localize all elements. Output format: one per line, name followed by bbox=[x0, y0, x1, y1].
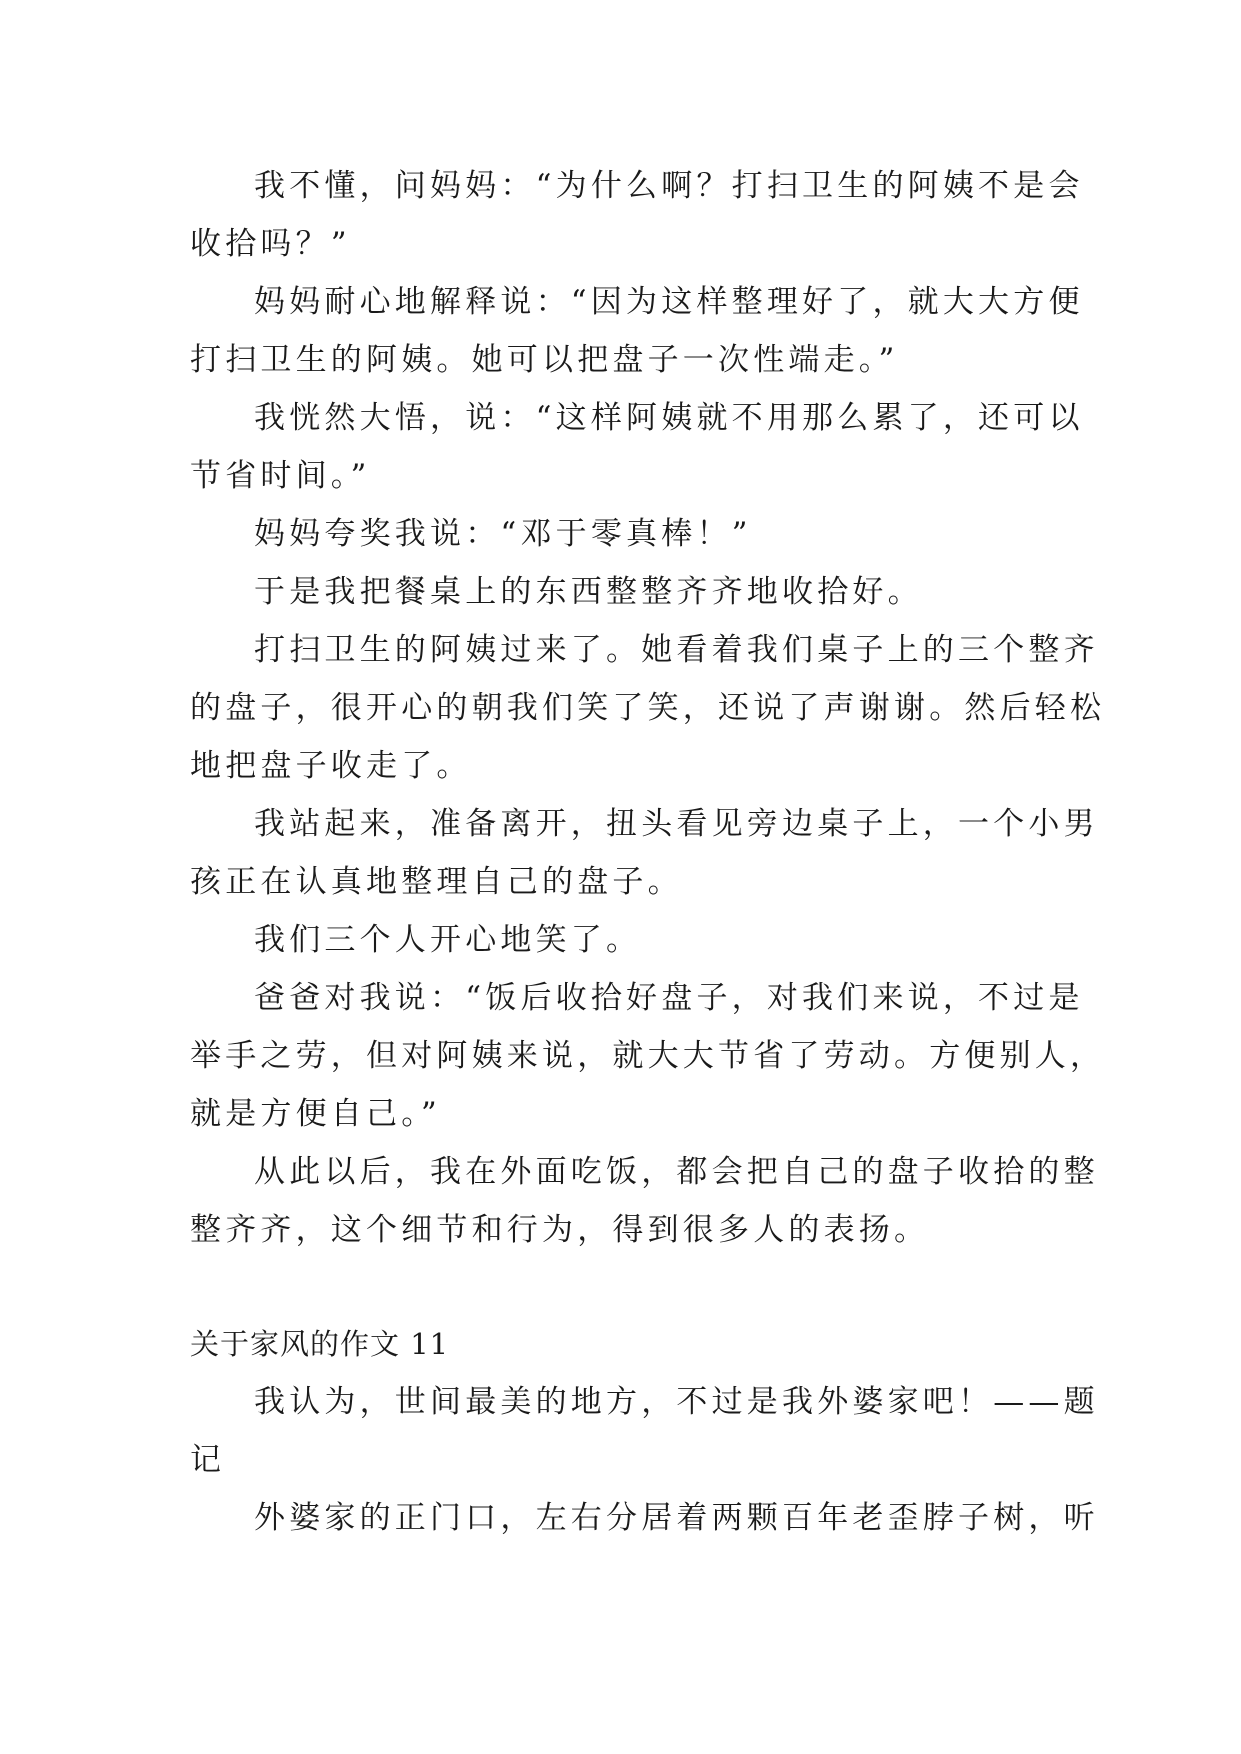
paragraph-line: 的盘子，很开心的朝我们笑了笑，还说了声谢谢。然后轻松 bbox=[190, 690, 1106, 726]
paragraph-line: 地把盘子收走了。 bbox=[190, 748, 472, 784]
paragraph-line: 妈妈耐心地解释说：“因为这样整理好了，就大大方便 bbox=[254, 284, 1084, 320]
paragraph-line: 爸爸对我说：“饭后收拾好盘子，对我们来说，不过是 bbox=[254, 980, 1084, 1016]
paragraph-line: 从此以后，我在外面吃饭，都会把自己的盘子收拾的整 bbox=[254, 1154, 1099, 1190]
paragraph-line: 我恍然大悟，说：“这样阿姨就不用那么累了，还可以 bbox=[254, 400, 1084, 436]
paragraph-line: 我站起来，准备离开，扭头看见旁边桌子上，一个小男 bbox=[254, 806, 1099, 842]
paragraph-line: 我们三个人开心地笑了。 bbox=[254, 922, 642, 958]
paragraph-line: 我认为，世间最美的地方，不过是我外婆家吧！——题 bbox=[254, 1384, 1099, 1420]
paragraph-line: 节省时间。” bbox=[190, 458, 371, 494]
paragraph-line: 记 bbox=[190, 1442, 226, 1478]
section-title: 关于家风的作文 11 bbox=[190, 1327, 450, 1361]
paragraph-line: 我不懂，问妈妈：“为什么啊？打扫卫生的阿姨不是会 bbox=[254, 168, 1084, 204]
paragraph-line: 妈妈夸奖我说：“邓于零真棒！” bbox=[254, 516, 752, 552]
paragraph-line: 外婆家的正门口，左右分居着两颗百年老歪脖子树，听 bbox=[254, 1500, 1099, 1536]
paragraph-line: 打扫卫生的阿姨过来了。她看着我们桌子上的三个整齐 bbox=[254, 632, 1099, 668]
paragraph-line: 就是方便自己。” bbox=[190, 1096, 441, 1132]
paragraph-line: 举手之劳，但对阿姨来说，就大大节省了劳动。方便别人， bbox=[190, 1038, 1106, 1074]
paragraph-line: 整齐齐，这个细节和行为，得到很多人的表扬。 bbox=[190, 1212, 930, 1248]
paragraph-line: 打扫卫生的阿姨。她可以把盘子一次性端走。” bbox=[190, 342, 899, 378]
paragraph-line: 孩正在认真地整理自己的盘子。 bbox=[190, 864, 683, 900]
paragraph-line: 收拾吗？” bbox=[190, 226, 351, 262]
paragraph-line: 于是我把餐桌上的东西整整齐齐地收拾好。 bbox=[254, 574, 923, 610]
